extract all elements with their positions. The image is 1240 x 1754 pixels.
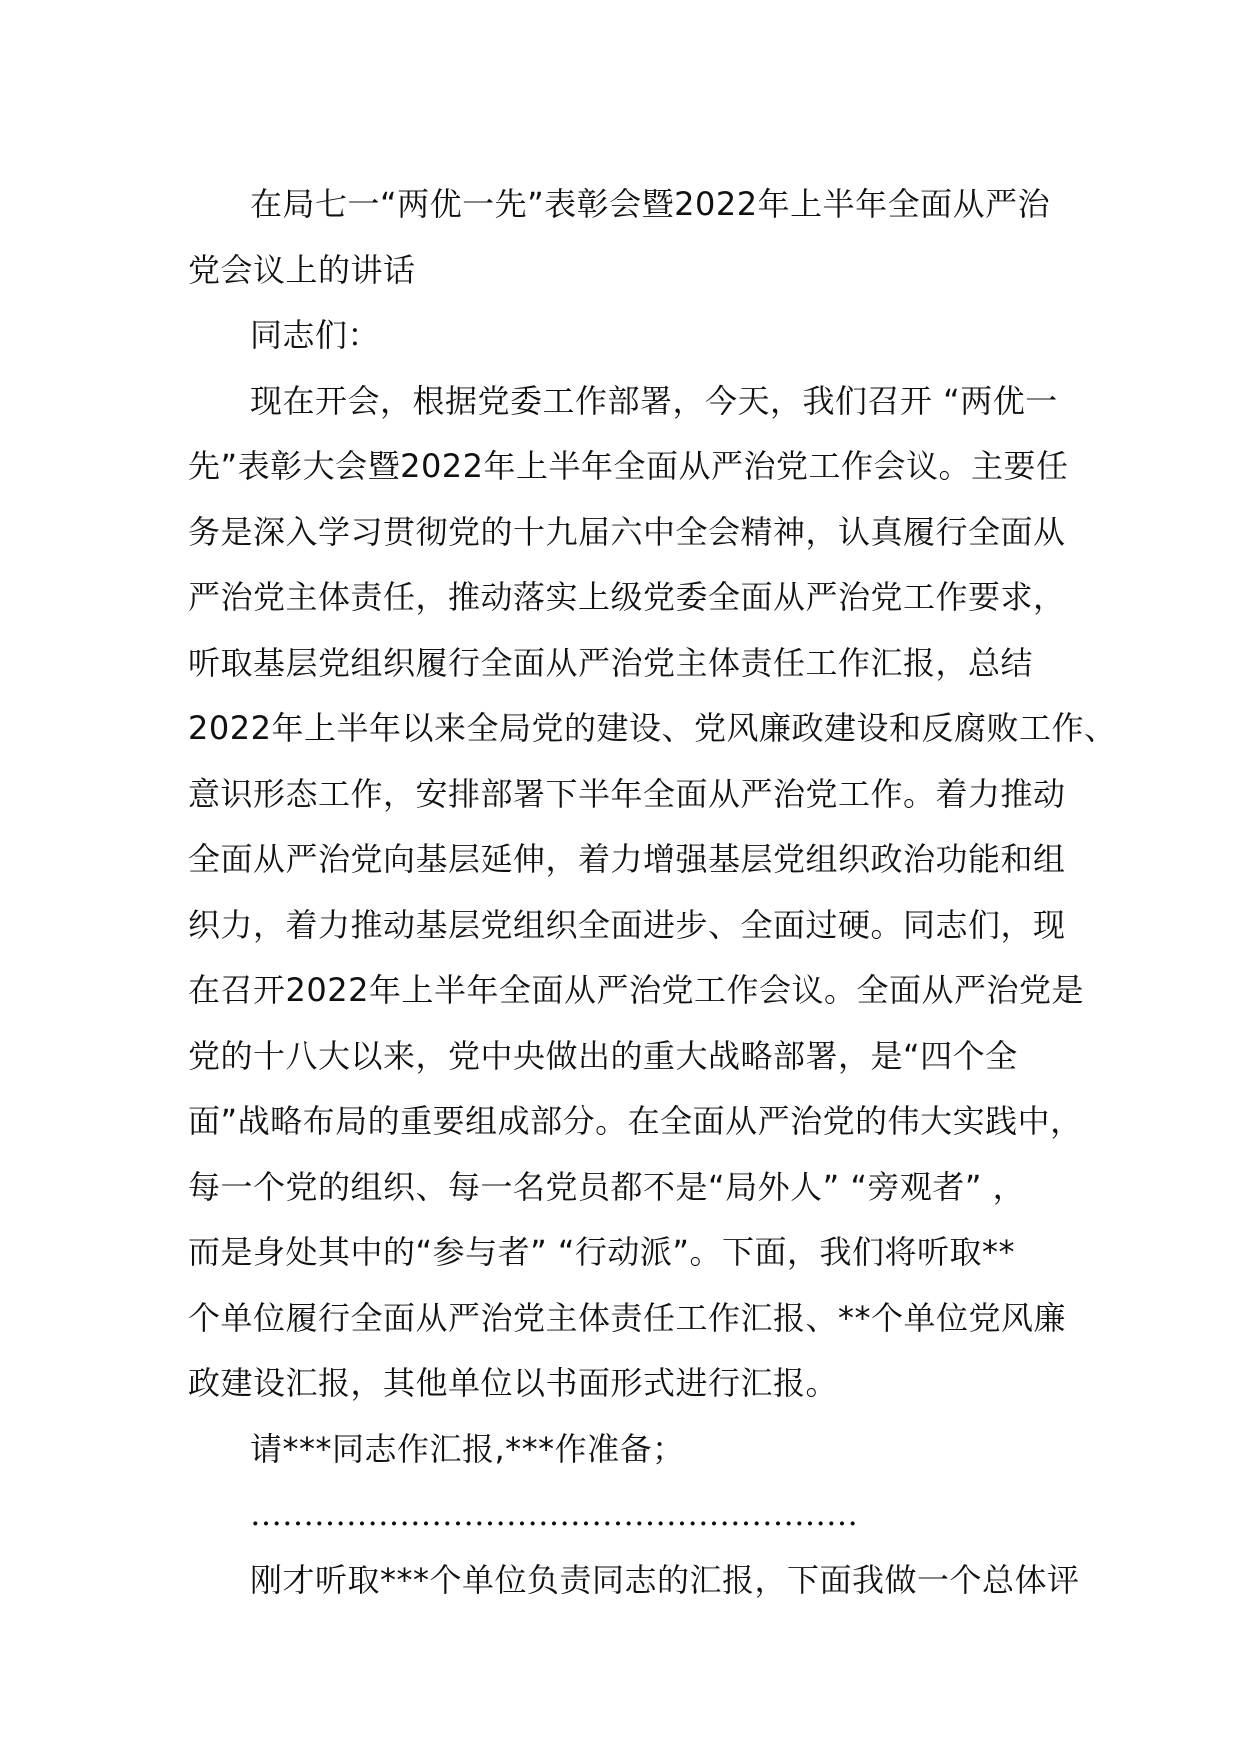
paragraph-line: 先”表彰大会暨2022年上半年全面从严治党工作会议。主要任 bbox=[188, 447, 1069, 485]
closing-line: 刚才听取***个单位负责同志的汇报，下面我做一个总体评 bbox=[250, 1560, 1080, 1599]
title-line-2: 党会议上的讲话 bbox=[188, 250, 416, 289]
paragraph-line: 2022年上半年以来全局党的建设、党风廉政建设和反腐败工作、 bbox=[188, 709, 1117, 747]
paragraph-line: 每一个党的组织、每一名党员都不是“局外人” “旁观者” ， bbox=[188, 1167, 1026, 1206]
paragraph-line: 在召开2022年上半年全面从严治党工作会议。全面从严治党是 bbox=[188, 971, 1084, 1009]
title-line-1: 在局七一“两优一先”表彰会暨2022年上半年全面从严治 bbox=[250, 185, 1051, 223]
paragraph-line: 织力，着力推动基层党组织全面进步、全面过硬。同志们，现 bbox=[188, 905, 1066, 944]
paragraph-line: 党的十八大以来，党中央做出的重大战略部署，是“四个全 bbox=[188, 1036, 1018, 1075]
paragraph-line: 政建设汇报，其他单位以书面形式进行汇报。 bbox=[188, 1364, 839, 1402]
paragraph-line: 意识形态工作，安排部署下半年全面从严治党工作。着力推动 bbox=[188, 774, 1066, 813]
paragraph-line: 严治党主体责任，推动落实上级党委全面从严治党工作要求， bbox=[188, 578, 1066, 616]
paragraph-line: 务是深入学习贯彻党的十九届六中全会精神，认真履行全面从 bbox=[188, 512, 1066, 551]
paragraph-line: 而是身处其中的“参与者” “行动派”。下面，我们将听取** bbox=[188, 1233, 1015, 1271]
request-line: 请***同志作汇报,***作准备； bbox=[250, 1429, 685, 1468]
document-body bbox=[188, 172, 1117, 1613]
ellipsis-line: ………………………………………………… bbox=[250, 1495, 858, 1533]
paragraph-line: 现在开会，根据党委工作部署，今天，我们召开 “两优一 bbox=[250, 381, 1058, 420]
paragraph-line: 个单位履行全面从严治党主体责任工作汇报、**个单位党风廉 bbox=[188, 1298, 1067, 1337]
paragraph-line: 面”战略布局的重要组成部分。在全面从严治党的伟大实践中， bbox=[188, 1102, 1083, 1140]
paragraph-line: 全面从严治党向基层延伸，着力增强基层党组织政治功能和组 bbox=[188, 840, 1066, 878]
paragraph-line: 听取基层党组织履行全面从严治党主体责任工作汇报，总结 bbox=[188, 643, 1034, 682]
salutation: 同志们： bbox=[250, 316, 381, 354]
